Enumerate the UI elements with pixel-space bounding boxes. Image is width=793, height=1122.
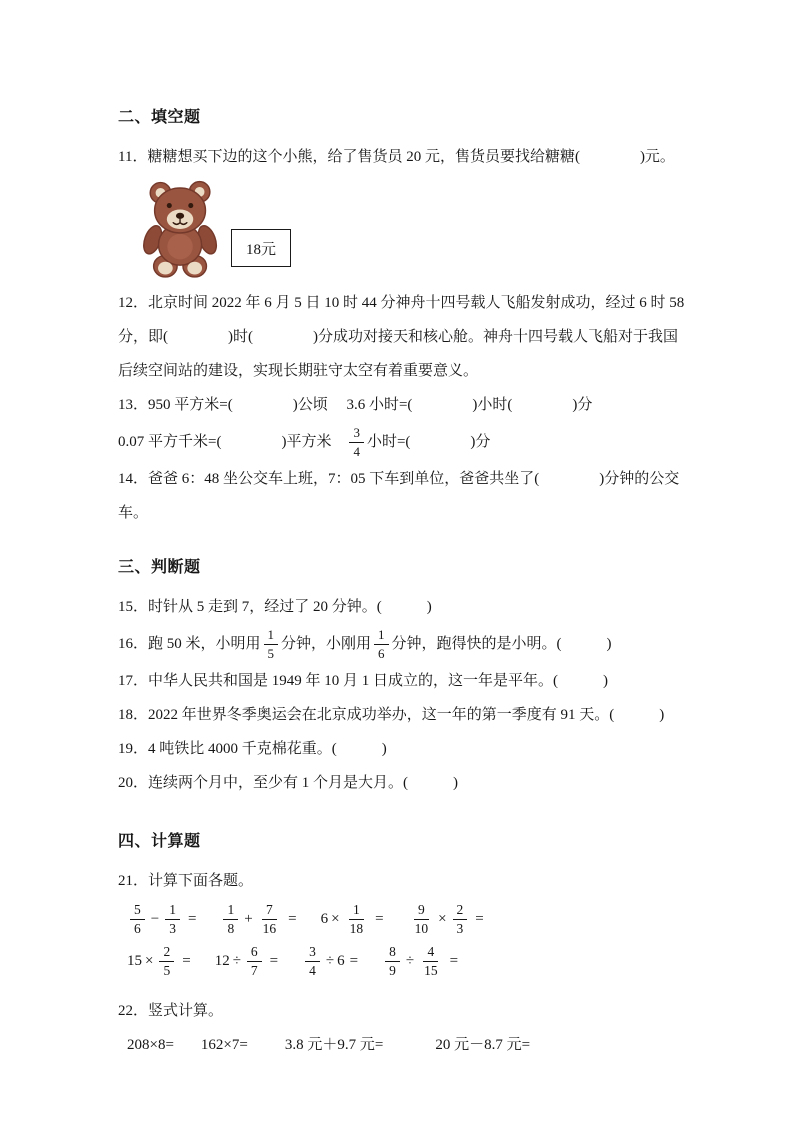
fraction-numerator: 1 [223,903,238,920]
question-21-label: 21．计算下面各题。 [118,873,254,889]
question-19: 19．4 吨铁比 4000 千克棉花重。( ) [118,741,387,757]
operator: × [145,952,154,969]
fraction [259,903,281,936]
question-12-line1: 12．北京时间 2022 年 6 月 5 日 10 时 44 分神舟十四号载人飞船发射成功，经过 6 时 58 [118,295,685,311]
question-16-text-b: 分钟，小刚用 [281,636,372,652]
section-calculation [118,828,693,1062]
fraction-numerator: 9 [414,903,429,920]
fraction-numerator: 3 [349,426,364,443]
fraction-denominator: 5 [267,646,275,661]
fraction [420,945,442,978]
fraction [159,945,174,978]
section-title-fill-blanks: 二、填空题 [118,109,201,126]
question-13-line1: 13．950 平方米=( )公顷 3.6 小时=( )小时( )分 [118,397,593,413]
fraction [346,903,368,936]
fraction-denominator: 9 [389,963,396,978]
question-13-line2 [118,422,693,462]
fraction-denominator: 3 [169,921,176,936]
expression-5 [127,945,191,978]
fraction-numerator: 4 [423,945,438,962]
fraction-denominator: 16 [262,921,277,936]
fraction-one-sixth [374,628,389,660]
fraction-numerator: 5 [130,903,145,920]
number: 15 [127,952,142,969]
section-true-false [118,554,693,800]
price-tag [231,229,291,267]
question-22-row [118,1028,693,1062]
fraction-numerator: 1 [165,903,180,920]
operator: + [244,910,253,927]
question-11: 11．糖糖想买下边的这个小熊，给了售货员 20 元，售货员要找给糖糖( )元。 [118,149,675,165]
question-16 [118,624,693,664]
equals-sign: = [182,952,191,969]
question-12-line2: 分，即( )时( )分成功对接天和核心舱。神舟十四号载人飞船对于我国 [118,329,678,345]
question-17: 17．中华人民共和国是 1949 年 10 月 1 日成立的，这一年是平年。( ) [118,673,608,689]
fraction-numerator: 2 [159,945,174,962]
expression-6 [215,945,278,978]
fraction [223,903,238,936]
fraction-denominator: 18 [349,921,364,936]
price-tag-label: 18元 [245,241,276,258]
equals-sign: = [475,910,484,927]
fraction [385,945,400,978]
fraction [453,903,468,936]
operator: × [331,910,340,927]
fraction [247,945,262,978]
expression-7 [302,945,358,978]
question-16-text-c: 分钟，跑得快的是小明。( ) [391,636,612,652]
number: 6 [337,952,345,969]
equals-sign: = [288,910,297,927]
fraction-numerator: 6 [247,945,262,962]
vertical-calc-item: 3.8 元＋9.7 元= [284,1037,384,1053]
number: 12 [214,952,230,969]
vertical-calc-item: 162×7= [200,1037,248,1053]
expression-4 [408,903,484,936]
fraction-numerator: 8 [385,945,400,962]
section-title-calculation: 四、计算题 [118,833,201,850]
fraction-three-quarters [349,426,364,458]
expression-1 [127,903,196,936]
question-15: 15．时针从 5 走到 7，经过了 20 分钟。( ) [118,599,432,615]
equals-sign: = [187,910,197,927]
question-12-line3: 后续空间站的建设，实现长期驻守太空有着重要意义。 [118,363,479,379]
fraction-denominator: 4 [309,963,316,978]
vertical-calc-item: 208×8= [127,1037,174,1053]
fraction [411,903,433,936]
operator: ÷ [325,952,335,969]
question-22-label: 22．竖式计算。 [118,1003,224,1019]
fraction [305,945,320,978]
fraction-numerator: 7 [262,903,277,920]
equals-sign: = [269,952,279,969]
number: 6 [320,910,329,927]
question-20: 20．连续两个月中，至少有 1 个月是大月。( ) [118,775,458,791]
fraction-numerator: 1 [349,903,364,920]
fraction-denominator: 10 [414,921,429,936]
question-14-line1: 14．爸爸 6：48 坐公交车上班，7：05 下车到单位，爸爸共坐了( )分钟的公交 [118,471,680,487]
section-title-true-false: 三、判断题 [118,559,201,576]
fraction-denominator: 8 [227,921,235,936]
question-16-text-a: 16．跑 50 米，小明用 [118,636,261,652]
operator: ÷ [405,952,415,969]
fraction-numerator: 1 [374,628,389,645]
question-14-line2: 车。 [118,505,149,521]
fraction-denominator: 7 [250,963,258,978]
fraction [165,903,180,936]
expression-8 [382,945,458,978]
fraction-denominator: 15 [424,963,438,978]
equals-sign: = [375,910,384,927]
question-21-row2 [118,940,693,982]
fraction-denominator: 5 [163,963,171,978]
fraction-numerator: 2 [453,903,468,920]
question-21-row1 [118,898,693,940]
question-13-line2-text-a: 0.07 平方千米=( )平方米 [118,434,347,450]
section-fill-blanks [118,104,693,530]
teddy-bear-icon [138,180,226,280]
fraction-denominator: 6 [134,921,141,936]
fraction-one-fifth [264,628,279,660]
operator: × [438,910,447,927]
expression-2 [220,903,296,936]
expression-3 [321,903,384,936]
fraction-numerator: 1 [264,628,279,645]
operator: − [150,910,160,927]
question-18: 18．2022 年世界冬季奥运会在北京成功举办，这一年的第一季度有 91 天。( ) [118,707,665,723]
fraction [130,903,145,936]
fraction-denominator: 3 [456,921,464,936]
question-13-line2-text-b: 小时=( )分 [366,434,491,450]
equals-sign: = [349,952,359,969]
equals-sign: = [449,952,459,969]
question-11-figure [138,176,693,280]
fraction-denominator: 6 [378,646,385,661]
fraction-denominator: 4 [353,444,360,459]
vertical-calc-item: 20 元－8.7 元= [435,1037,531,1053]
fraction-numerator: 3 [305,945,320,962]
operator: ÷ [232,952,241,969]
